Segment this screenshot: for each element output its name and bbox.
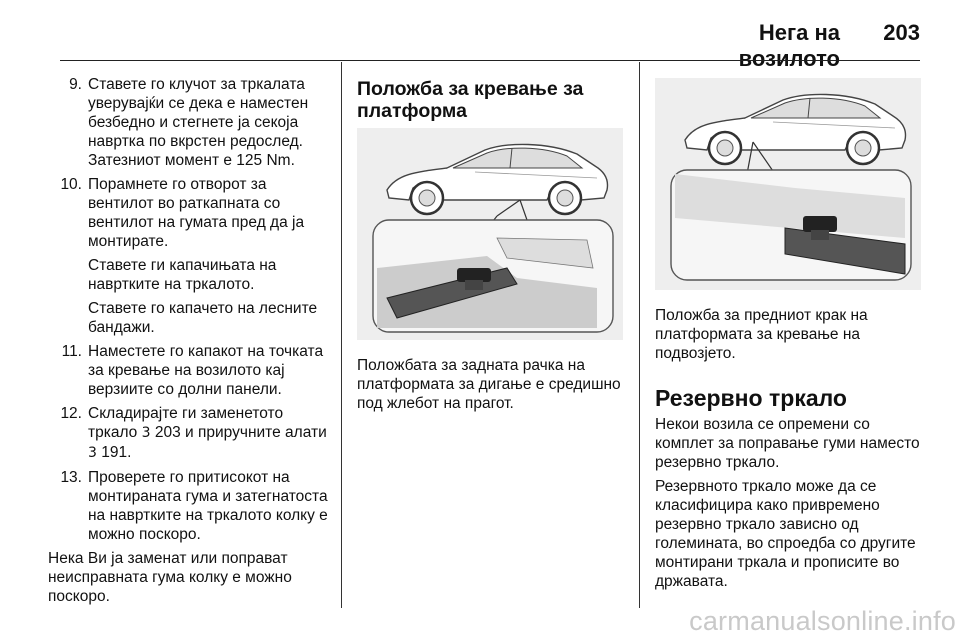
figure-caption: Положба за предниот крак на платформата за кревање на подвозјето. [655, 307, 868, 362]
step-number: 11. [61, 343, 82, 360]
step-text: и приручните алати [185, 424, 327, 441]
step-10 [48, 175, 333, 251]
step-number: 9. [69, 76, 82, 93]
step-text: Складирајте ги заменетото тркало [88, 405, 284, 441]
step-text: Ставете го клучот за тркалата уверувајќи се дека е наместен безбедно и стегнете ја секоја навртка по вкрстен редослед. Затезниот момент е 125 Nm. [88, 76, 309, 169]
step-9 [48, 75, 333, 170]
step-text: Порамнете го отворот за вентилот во раткапната со вентилот на гумата пред да ја монтирате. [88, 176, 305, 250]
header-title: Нега на возилото [738, 20, 840, 71]
step-12 [48, 404, 333, 463]
cross-reference-link[interactable]: 191. [101, 444, 132, 461]
page-number: 203 [883, 20, 920, 45]
right-column [655, 78, 921, 596]
middle-column [357, 78, 623, 413]
step-number: 12. [60, 405, 82, 422]
step-text: Наместете го капакот на точката за кревање на возилото кај верзиите со долни панели. [88, 343, 324, 398]
step-13 [48, 468, 333, 544]
column-divider-right [639, 62, 640, 608]
cross-reference-arrow-icon: 3 [141, 425, 151, 441]
closing-paragraph: Нека Ви ја заменат или поправат неисправната гума колку е можно поскоро. [48, 550, 292, 605]
step-number: 13. [60, 469, 82, 486]
column-divider-left [341, 62, 342, 608]
rear-lift-point-figure [357, 128, 623, 340]
section-title: Положба за кревање за платформа [357, 78, 584, 122]
header-divider [60, 60, 920, 61]
step-10-note: Ставете го капачето на лесните бандажи. [88, 300, 318, 336]
body-paragraph: Некои возила се опремени со комплет за поправање гуми наместо резервно тркало. [655, 416, 920, 471]
step-10-note: Ставете ги капачињата на навртките на тркалото. [88, 257, 277, 293]
step-number: 10. [60, 176, 82, 193]
left-column [48, 75, 333, 606]
step-text: Проверете го притисокот на монтираната гума и затегнатоста на навртките на тркалото колку е можно поскоро. [88, 469, 328, 543]
body-paragraph: Резервното тркало може да се класифицира како привремено резервно тркало зависно од големината, во спроедба со другите монтирани тркала и прописите во државата. [655, 478, 916, 590]
front-lift-point-figure [655, 78, 921, 290]
step-11 [48, 342, 333, 399]
section-title: Резервно тркало [655, 385, 847, 411]
watermark: carmanualsonline.info [689, 606, 956, 636]
figure-caption: Положбата за задната рачка на платформата за дигање е средишно под жлебот на прагот. [357, 357, 621, 412]
cross-reference-link[interactable]: 203 [154, 424, 181, 441]
cross-reference-arrow-icon: 3 [88, 445, 97, 461]
